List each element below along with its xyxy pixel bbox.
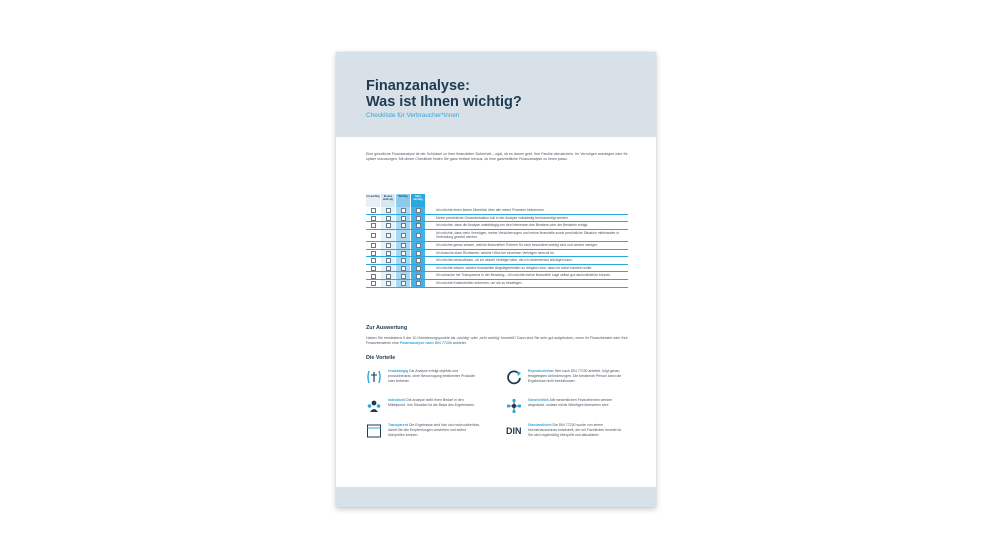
network-icon	[506, 398, 522, 414]
rating-checkbox[interactable]	[416, 208, 421, 213]
rating-cell	[381, 280, 395, 287]
rating-cell	[411, 265, 425, 272]
rating-cell	[411, 242, 425, 249]
rating-cell	[396, 230, 410, 241]
window-icon	[366, 423, 382, 439]
rating-checkbox[interactable]	[401, 251, 406, 256]
advantages-heading: Die Vorteile	[366, 355, 396, 361]
advantage-transparent: Transparent Die Ergebnisse sind klar und nachvollziehbar, damit Sie alle Empfehlungen verstehen und selbst überprüfen können.	[366, 423, 482, 438]
advantage-name: Transparent	[388, 423, 409, 427]
checklist-rows	[366, 207, 628, 288]
document-title: Finanzanalyse: Was ist Ihnen wichtig?	[366, 78, 522, 110]
rating-checkbox[interactable]	[386, 216, 391, 221]
checklist-header-row	[366, 194, 628, 207]
rating-checkbox[interactable]	[416, 266, 421, 271]
rating-checkbox[interactable]	[401, 216, 406, 221]
rating-checkbox[interactable]	[416, 258, 421, 263]
din-icon: DIN	[506, 426, 522, 436]
column-header-wichtig: Wichtig	[396, 194, 410, 207]
rating-cell	[366, 242, 380, 249]
rating-checkbox[interactable]	[371, 251, 376, 256]
rating-checkbox[interactable]	[386, 258, 391, 263]
rating-checkbox[interactable]	[416, 243, 421, 248]
rating-checkbox[interactable]	[371, 266, 376, 271]
advantage-unabhaengig: Unabhängig Die Analyse erfolgt objektiv und produktneutral, ohne Bevorzugung bestimmter Produkte oder Anbieter.	[366, 369, 482, 384]
rating-cell	[366, 207, 380, 214]
rating-checkbox[interactable]	[416, 274, 421, 279]
rating-cell	[366, 272, 380, 279]
checklist-item-text: Ich möchte herausfinden, ob ich aktuell Verträge habe, die ich bedenkenlos kündigen kann.	[436, 258, 573, 263]
rating-cell	[366, 257, 380, 264]
cycle-icon	[506, 369, 522, 385]
rating-checkbox[interactable]	[401, 274, 406, 279]
rating-checkbox[interactable]	[401, 233, 406, 238]
rating-checkbox[interactable]	[371, 281, 376, 286]
rating-checkbox[interactable]	[386, 281, 391, 286]
rating-checkbox[interactable]	[386, 274, 391, 279]
rating-checkbox[interactable]	[371, 233, 376, 238]
rating-checkbox[interactable]	[371, 223, 376, 228]
rating-cell	[366, 280, 380, 287]
din-highlight: Finanzanalyse nach DIN 77230	[399, 341, 452, 346]
rating-checkbox[interactable]	[386, 223, 391, 228]
checklist-item-text: Ich möchte wissen, welche finanziellen Angelegenheiten so dringlich sind, dass ich sofort handeln sollte.	[436, 265, 593, 270]
rating-cell	[366, 230, 380, 241]
rating-cell	[381, 207, 395, 214]
rating-cell	[381, 230, 395, 241]
rating-checkbox[interactable]	[416, 281, 421, 286]
rating-cell	[381, 215, 395, 222]
advantage-ganzheitlich: Ganzheitlich Alle wesentlichen Finanzthemen werden abgedeckt, sodass nichts Wichtiges übersehen wird.	[506, 398, 622, 408]
rating-checkbox[interactable]	[416, 233, 421, 238]
rating-cell	[396, 257, 410, 264]
rating-cell	[366, 265, 380, 272]
evaluation-heading: Zur Auswertung	[366, 325, 408, 331]
advantage-reproduzierbar: Reproduzierbar Wer nach DIN 77230 arbeitet, folgt genau festgelegten Anforderungen. Die beratende Person kann die Ergebnisse nicht beeinflussen.	[506, 369, 622, 384]
rating-cell	[366, 215, 380, 222]
rating-checkbox[interactable]	[386, 233, 391, 238]
people-icon	[366, 398, 382, 414]
column-header-sehr-wichtig: Sehr wichtig	[411, 194, 425, 207]
document-footer	[336, 487, 656, 507]
rating-checkbox[interactable]	[386, 251, 391, 256]
rating-checkbox[interactable]	[371, 274, 376, 279]
rating-cell	[381, 250, 395, 257]
table-row	[366, 215, 628, 223]
rating-cell	[411, 280, 425, 287]
checklist-item-text: Meine persönliche Gesamtsituation soll in der Analyse vollständig berücksichtigt werden.	[436, 215, 569, 220]
rating-cell	[396, 250, 410, 257]
document-subtitle: Checkliste für Verbraucher*innen	[366, 112, 460, 119]
intro-paragraph: Eine gründliche Finanzanalyse ist der Schlüssel zu Ihrer finanziellen Sicherheit – egal, ob es darum geht, Ihre Familie abzusichern, Ihr Vermögen anzulegen oder für später vorzusorgen. Mit dieser Checkliste finden Sie ganz einfach heraus, ob eine ganzheitliche Finanzanalyse zu Ihnen passt.	[366, 152, 628, 162]
rating-checkbox[interactable]	[386, 208, 391, 213]
rating-checkbox[interactable]	[401, 258, 406, 263]
rating-cell	[396, 242, 410, 249]
table-row	[366, 242, 628, 250]
rating-cell	[396, 207, 410, 214]
rating-cell	[396, 280, 410, 287]
rating-checkbox[interactable]	[371, 258, 376, 263]
rating-checkbox[interactable]	[401, 208, 406, 213]
checklist-table	[366, 194, 628, 288]
document-header	[336, 52, 656, 137]
scale-icon	[366, 369, 382, 385]
rating-cell	[381, 222, 395, 229]
rating-cell	[411, 272, 425, 279]
column-header-etwas-wichtig: Et-was wich-tig	[381, 194, 395, 207]
rating-cell	[366, 250, 380, 257]
rating-cell	[411, 257, 425, 264]
advantage-name: Standardisiert	[528, 423, 552, 427]
rating-checkbox[interactable]	[416, 251, 421, 256]
rating-cell	[411, 230, 425, 241]
rating-cell	[366, 222, 380, 229]
rating-checkbox[interactable]	[416, 216, 421, 221]
rating-checkbox[interactable]	[371, 243, 376, 248]
advantage-name: Unabhängig	[388, 369, 409, 373]
rating-checkbox[interactable]	[386, 243, 391, 248]
checklist-item-text: Ich möchte genau wissen, welche finanziellen Themen für mich besonders wichtig sind und welche weniger.	[436, 242, 598, 247]
rating-cell	[381, 265, 395, 272]
advantage-standardisiert: DIN Standardisiert Die DIN 77230 wurde von einem Normenausschuss entwickelt, der mit Fachleuten besetzt ist. Sie wird regelmäßig überprüft und aktualisiert.	[506, 423, 622, 437]
table-row	[366, 207, 628, 215]
rating-checkbox[interactable]	[401, 266, 406, 271]
rating-cell	[396, 222, 410, 229]
checklist-item-text: Ich brauche klare Richtwerte, welche Höhe bei einzelnen Verträgen sinnvoll ist.	[436, 250, 555, 255]
checklist-item-text: Ich möchte einen klaren Überblick über alle meine Finanzen bekommen.	[436, 208, 545, 212]
rating-cell	[396, 272, 410, 279]
advantage-name: Reproduzierbar	[528, 369, 554, 373]
rating-checkbox[interactable]	[371, 216, 376, 221]
table-row	[366, 272, 628, 280]
rating-cell	[411, 215, 425, 222]
rating-cell	[411, 222, 425, 229]
evaluation-text: Haben Sie mindestens 5 der 10 Orientierungspunkte als „wichtig“ oder „sehr wichtig“ beurteilt? Dann sind Sie sehr gut aufgehoben, wenn Ihr Finanzberater oder Ihre Finanzberaterin eine Finanzanalyse nach DIN 77230 anbietet.	[366, 336, 628, 346]
checklist-item-text: Ich möchte Kostentreiber erkennen, um sie zu beseitigen.	[436, 280, 523, 285]
rating-cell	[381, 257, 395, 264]
checklist-item-text: Ich möchte, dass mein Vermögen, meine Versicherungen und meine finanzielle sowie persönliche Situation miteinander in Verbindung gesetzt werden.	[436, 230, 620, 240]
advantage-name: Individuell	[388, 398, 406, 402]
table-row	[366, 250, 628, 258]
rating-cell	[411, 250, 425, 257]
checklist-item-text: Ich wünsche mir Transparenz in der Beratung – ich möchte meine finanzielle Lage selbst gut nachvollziehen können.	[436, 273, 612, 278]
rating-checkbox[interactable]	[401, 223, 406, 228]
table-row	[366, 230, 628, 242]
advantage-individuell: Individuell Die Analyse stellt Ihren Bedarf in den Mittelpunkt. Ihre Situation ist die Basis des Ergebnisses.	[366, 398, 482, 408]
rating-checkbox[interactable]	[371, 208, 376, 213]
rating-cell	[396, 215, 410, 222]
rating-cell	[381, 242, 395, 249]
rating-cell	[411, 207, 425, 214]
checklist-document	[336, 52, 656, 507]
rating-checkbox[interactable]	[401, 243, 406, 248]
table-row	[366, 257, 628, 265]
table-row	[366, 280, 628, 288]
column-header-unwichtig: Un-wichtig	[366, 194, 380, 207]
rating-cell	[381, 272, 395, 279]
rating-checkbox[interactable]	[416, 223, 421, 228]
rating-checkbox[interactable]	[401, 281, 406, 286]
rating-cell	[396, 265, 410, 272]
rating-checkbox[interactable]	[386, 266, 391, 271]
table-row	[366, 265, 628, 273]
table-row	[366, 222, 628, 230]
advantage-name: Ganzheitlich	[528, 398, 549, 402]
checklist-item-text: Ich möchte, dass die Analyse unabhängig von den Interessen des Beraters oder der Beraterin erfolgt.	[436, 223, 589, 228]
